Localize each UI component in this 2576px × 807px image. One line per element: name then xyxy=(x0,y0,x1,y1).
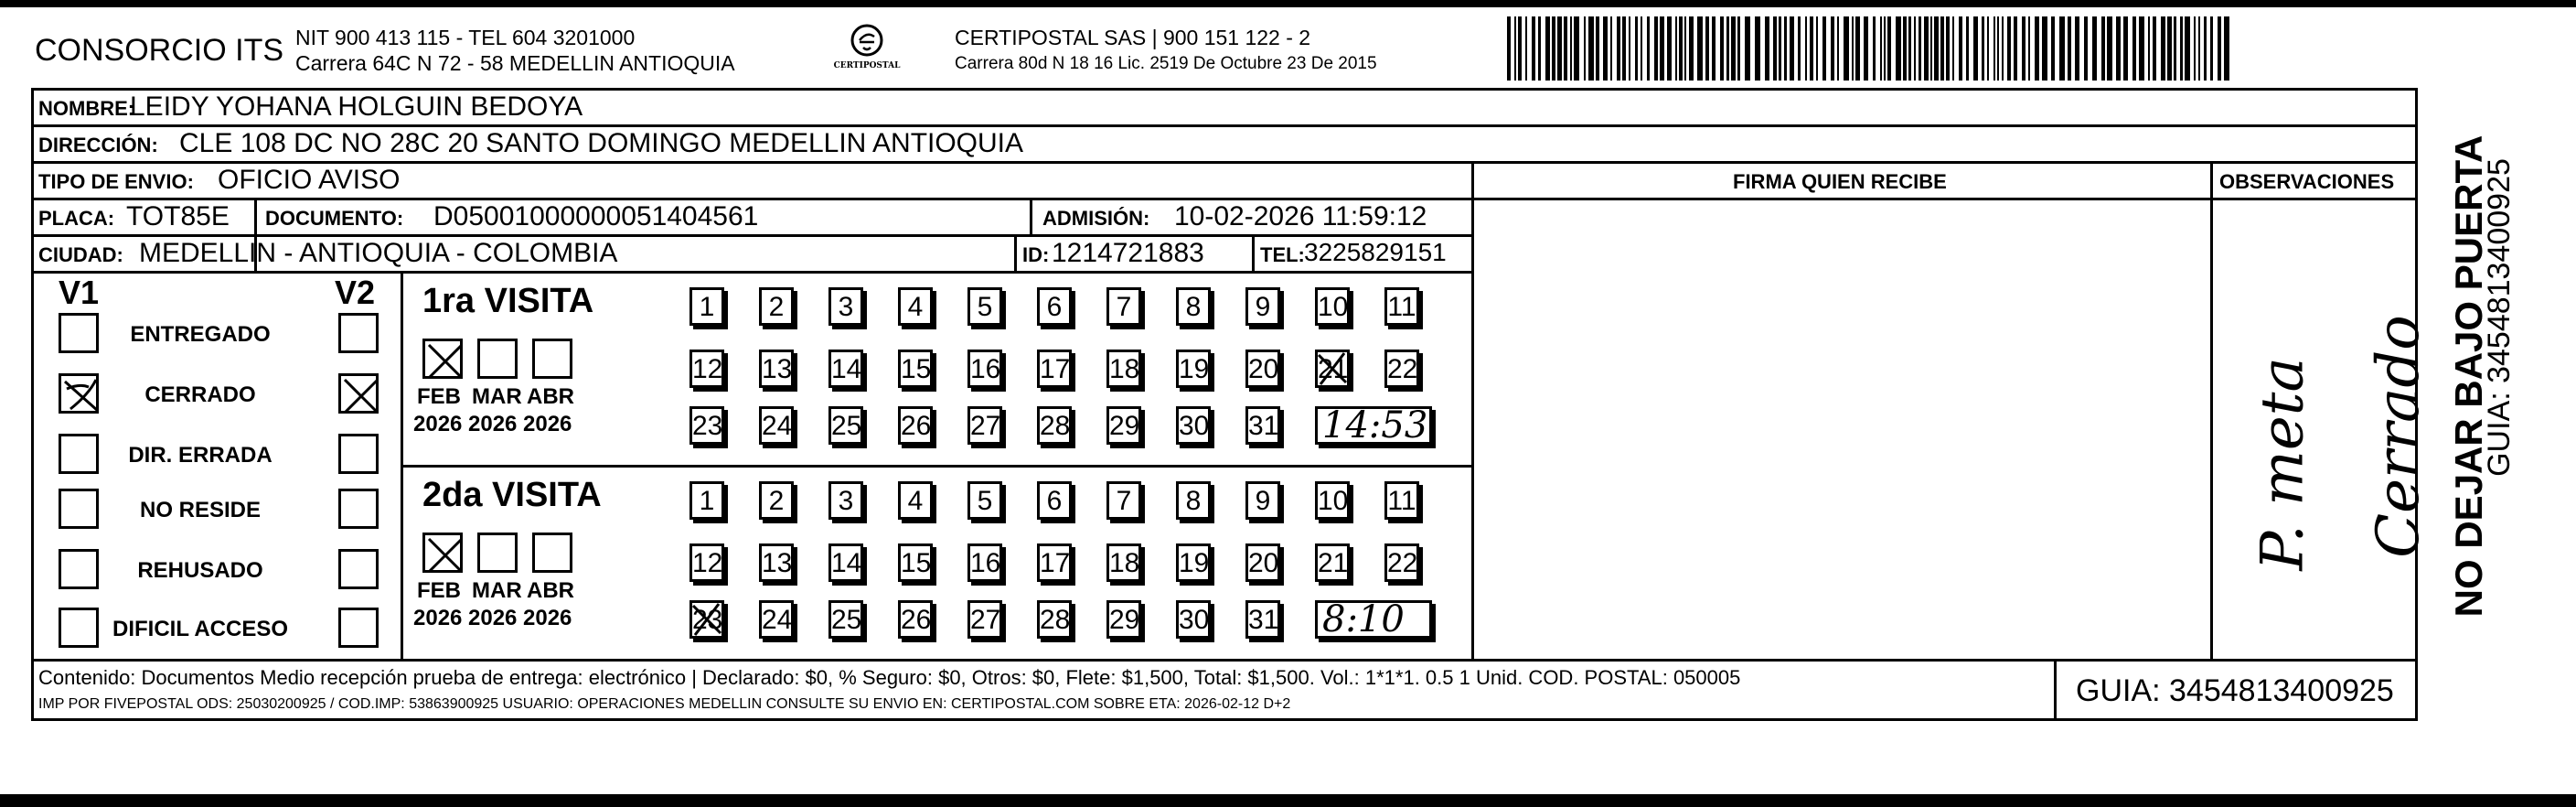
day-box[interactable]: 28 xyxy=(1037,600,1072,639)
day-box[interactable]: 27 xyxy=(967,406,1002,445)
barcode-bar xyxy=(1903,16,1907,81)
day-box[interactable]: 31 xyxy=(1245,600,1280,639)
placa-value: TOT85E xyxy=(126,201,230,231)
barcode-bar xyxy=(2002,16,2004,81)
barcode-bar xyxy=(1720,16,1724,81)
day-box[interactable]: 31 xyxy=(1245,406,1280,445)
barcode-bar xyxy=(1617,16,1620,81)
month-checkbox[interactable] xyxy=(422,533,463,573)
barcode-bar xyxy=(1864,16,1868,81)
day-box[interactable]: 27 xyxy=(967,600,1002,639)
day-box[interactable]: 24 xyxy=(759,600,794,639)
day-box[interactable]: 3 xyxy=(828,287,863,326)
barcode-bar xyxy=(1588,16,1594,81)
barcode-bar xyxy=(2051,16,2055,81)
barcode-bar xyxy=(2022,16,2026,81)
barcode-bar xyxy=(1873,16,1876,81)
certipostal-logo xyxy=(833,24,901,77)
barcode-bar xyxy=(2194,16,2196,81)
day-box[interactable]: 8 xyxy=(1176,481,1211,520)
day-strike-mark xyxy=(689,600,724,639)
status-label: CERRADO xyxy=(144,382,256,407)
handwritten-note-1: Cerrado xyxy=(2364,315,2432,558)
visit-title: 1ra VISITA xyxy=(422,282,594,320)
direccion-label: DIRECCIÓN: xyxy=(38,134,158,156)
month-label: MAR xyxy=(472,578,522,603)
barcode-bar xyxy=(2180,16,2183,81)
barcode-bar xyxy=(2218,16,2221,81)
id-label: ID: xyxy=(1022,243,1050,266)
month-checkbox[interactable] xyxy=(477,533,518,573)
month-label: FEB xyxy=(417,384,461,409)
day-box[interactable]: 17 xyxy=(1037,350,1072,388)
day-box[interactable]: 16 xyxy=(967,350,1002,388)
barcode-bar xyxy=(2101,16,2105,81)
firma-label: FIRMA QUIEN RECIBE xyxy=(1733,170,1947,193)
barcode-bar xyxy=(1914,16,1916,81)
placa-label: PLACA: xyxy=(38,207,115,230)
barcode-bar xyxy=(2116,16,2121,81)
barcode-bar xyxy=(1924,16,1929,81)
day-box[interactable]: 22 xyxy=(1384,543,1419,582)
barcode-bar xyxy=(1525,16,1527,81)
barcode-bar xyxy=(1596,16,1599,81)
barcode-bar xyxy=(2198,16,2200,81)
barcode-bar xyxy=(1959,16,1962,81)
day-box[interactable]: 17 xyxy=(1037,543,1072,582)
barcode-bar xyxy=(1675,16,1677,81)
day-box[interactable]: 29 xyxy=(1106,406,1141,445)
barcode-bar xyxy=(1552,16,1555,81)
day-box[interactable]: 20 xyxy=(1245,543,1280,582)
barcode-bar xyxy=(1507,16,1511,81)
footer-imp: IMP POR FIVEPOSTAL ODS: 25030200925 / COD.IMP: 53863900925 USUARIO: OPERACIONES MEDELLIN CONSULTE SU ENVIO EN: CERTIPOSTAL.COM SOBRE ETA: 2026-02-12 D+2 xyxy=(38,696,1291,712)
day-box[interactable]: 20 xyxy=(1245,350,1280,388)
bottom-border xyxy=(0,794,2576,807)
v1-label: V1 xyxy=(59,274,100,311)
barcode-bar xyxy=(1745,16,1750,81)
day-box[interactable]: 2 xyxy=(759,287,794,326)
year-label: 2026 xyxy=(413,606,463,630)
day-box[interactable]: 5 xyxy=(967,481,1002,520)
barcode-bar xyxy=(2014,16,2017,81)
barcode-bar xyxy=(1765,16,1769,81)
day-box[interactable]: 12 xyxy=(689,350,724,388)
day-box[interactable]: 10 xyxy=(1315,287,1350,326)
barcode-bar xyxy=(2123,16,2128,81)
day-box[interactable]: 16 xyxy=(967,543,1002,582)
barcode-bar xyxy=(1816,16,1818,81)
barcode-bar xyxy=(1755,16,1760,81)
ciudad-label: CIUDAD: xyxy=(38,243,123,266)
barcode-bar xyxy=(1557,16,1562,81)
day-box[interactable]: 7 xyxy=(1106,287,1141,326)
barcode-bar xyxy=(2007,16,2011,81)
no-dejar-bajo-puerta: NO DEJAR BAJO PUERTA xyxy=(2447,134,2490,618)
courier-line-2: Carrera 80d N 18 16 Lic. 2519 De Octubre 23 De 2015 xyxy=(955,54,1377,73)
barcode-bar xyxy=(1908,16,1911,81)
barcode-bar xyxy=(1810,16,1813,81)
barcode-bar xyxy=(1514,16,1516,81)
barcode xyxy=(1507,16,2239,81)
barcode-bar xyxy=(1564,16,1567,81)
barcode-bar xyxy=(2174,16,2176,81)
month-label: MAR xyxy=(472,384,522,409)
barcode-bar xyxy=(1712,16,1716,81)
barcode-bar xyxy=(1647,16,1650,81)
barcode-bar xyxy=(1667,16,1672,81)
barcode-bar xyxy=(1993,16,1995,81)
barcode-bar xyxy=(1574,16,1579,81)
barcode-bar xyxy=(1660,16,1664,81)
barcode-bar xyxy=(1940,16,1944,81)
barcode-bar xyxy=(1779,16,1781,81)
day-box[interactable]: 25 xyxy=(828,600,863,639)
direccion-value: CLE 108 DC NO 28C 20 SANTO DOMINGO MEDELLIN ANTIOQUIA xyxy=(179,128,1024,158)
year-label: 2026 xyxy=(523,606,572,630)
barcode-bar xyxy=(1822,16,1826,81)
company-name: CONSORCIO ITS xyxy=(35,33,284,68)
company-line-2: Carrera 64C N 72 - 58 MEDELLIN ANTIOQUIA xyxy=(295,51,735,75)
barcode-bar xyxy=(1570,16,1572,81)
handwritten-time: 14:53 xyxy=(1322,404,1428,447)
day-box[interactable]: 26 xyxy=(898,406,933,445)
barcode-bar xyxy=(1844,16,1849,81)
barcode-bar xyxy=(1635,16,1638,81)
barcode-bar xyxy=(1852,16,1854,81)
barcode-bar xyxy=(2107,16,2112,81)
admision-label: ADMISIÓN: xyxy=(1042,207,1150,230)
barcode-bar xyxy=(1538,16,1541,81)
day-box[interactable]: 13 xyxy=(759,350,794,388)
id-value: 1214721883 xyxy=(1052,238,1204,268)
barcode-bar xyxy=(1697,16,1703,81)
day-box[interactable]: 18 xyxy=(1106,350,1141,388)
guia-side: GUIA: 3454813400925 xyxy=(2482,158,2517,477)
barcode-bar xyxy=(1880,16,1882,81)
barcode-bar xyxy=(1831,16,1834,81)
barcode-bar xyxy=(1737,16,1740,81)
barcode-bar xyxy=(1610,16,1612,81)
barcode-bar xyxy=(1884,16,1886,81)
v2-label: V2 xyxy=(335,274,376,311)
day-box[interactable]: 10 xyxy=(1315,481,1350,520)
day-box[interactable]: 15 xyxy=(898,350,933,388)
observaciones-label: OBSERVACIONES xyxy=(2219,170,2395,193)
barcode-bar xyxy=(1726,16,1729,81)
status-label: ENTREGADO xyxy=(130,322,271,347)
barcode-bar xyxy=(1790,16,1794,81)
barcode-bar xyxy=(1855,16,1860,81)
barcode-bar xyxy=(1973,16,1978,81)
day-box[interactable]: 3 xyxy=(828,481,863,520)
year-label: 2026 xyxy=(468,412,518,436)
barcode-bar xyxy=(2059,16,2065,81)
certipostal-logo-text: CERTIPOSTAL xyxy=(833,61,901,70)
company-line-1: NIT 900 413 115 - TEL 604 3201000 xyxy=(295,26,636,49)
barcode-bar xyxy=(1952,16,1954,81)
barcode-bar xyxy=(1603,16,1608,81)
barcode-bar xyxy=(2075,16,2079,81)
day-box[interactable]: 6 xyxy=(1037,287,1072,326)
barcode-bar xyxy=(2153,16,2156,81)
barcode-bar xyxy=(1966,16,1969,81)
month-checkbox[interactable] xyxy=(532,533,572,573)
barcode-bar xyxy=(1896,16,1901,81)
handwritten-time: 8:10 xyxy=(1322,598,1405,640)
barcode-bar xyxy=(2042,16,2047,81)
month-label: ABR xyxy=(527,578,574,603)
barcode-bar xyxy=(1982,16,1984,81)
barcode-bar xyxy=(2185,16,2190,81)
nombre-value: LEIDY YOHANA HOLGUIN BEDOYA xyxy=(130,91,583,122)
barcode-bar xyxy=(2035,16,2039,81)
month-checkbox[interactable] xyxy=(532,339,572,379)
barcode-bar xyxy=(1705,16,1709,81)
day-box[interactable]: 21 xyxy=(1315,543,1350,582)
status-label: DIR. ERRADA xyxy=(128,443,273,468)
barcode-bar xyxy=(1641,16,1642,81)
visit-title: 2da VISITA xyxy=(422,476,602,514)
day-box[interactable]: 19 xyxy=(1176,543,1211,582)
day-box[interactable]: 30 xyxy=(1176,406,1211,445)
barcode-bar xyxy=(1684,16,1686,81)
barcode-bar xyxy=(1584,16,1586,81)
barcode-bar xyxy=(1934,16,1939,81)
day-box[interactable]: 9 xyxy=(1245,481,1280,520)
footer-guia: GUIA: 3454813400925 xyxy=(2076,673,2394,708)
status-label: NO RESIDE xyxy=(139,498,262,522)
barcode-bar xyxy=(1798,16,1801,81)
day-box[interactable]: 18 xyxy=(1106,543,1141,582)
day-box[interactable]: 1 xyxy=(689,287,724,326)
barcode-bar xyxy=(1987,16,1989,81)
day-box[interactable]: 14 xyxy=(828,350,863,388)
day-box[interactable]: 22 xyxy=(1384,350,1419,388)
day-box[interactable]: 6 xyxy=(1037,481,1072,520)
tipo-envio-label: TIPO DE ENVIO: xyxy=(38,170,194,193)
day-box[interactable]: 1 xyxy=(689,481,724,520)
observaciones-handwriting xyxy=(2213,274,2432,650)
barcode-bar xyxy=(1946,16,1950,81)
barcode-bar xyxy=(1887,16,1891,81)
day-box[interactable]: 2 xyxy=(759,481,794,520)
month-checkbox[interactable] xyxy=(477,339,518,379)
courier-line-1: CERTIPOSTAL SAS | 900 151 122 - 2 xyxy=(955,26,1311,49)
barcode-bar xyxy=(2161,16,2165,81)
barcode-bar xyxy=(1784,16,1787,81)
day-box[interactable]: 11 xyxy=(1384,287,1419,326)
barcode-bar xyxy=(1773,16,1777,81)
day-box[interactable]: 9 xyxy=(1245,287,1280,326)
day-box[interactable]: 8 xyxy=(1176,287,1211,326)
status-label: REHUSADO xyxy=(137,558,263,583)
tel-label: TEL: xyxy=(1260,243,1305,266)
day-box[interactable]: 12 xyxy=(689,543,724,582)
barcode-bar xyxy=(2092,16,2097,81)
top-border xyxy=(0,0,2576,7)
tipo-envio-value: OFICIO AVISO xyxy=(218,165,401,195)
admision-value: 10-02-2026 11:59:12 xyxy=(1174,201,1427,231)
barcode-bar xyxy=(1919,16,1921,81)
barcode-bar xyxy=(1930,16,1932,81)
barcode-bar xyxy=(1679,16,1683,81)
barcode-bar xyxy=(2148,16,2150,81)
day-box[interactable]: 19 xyxy=(1176,350,1211,388)
barcode-bar xyxy=(2139,16,2144,81)
day-strike-mark xyxy=(1315,350,1350,388)
month-label: FEB xyxy=(417,578,461,603)
barcode-bar xyxy=(2204,16,2207,81)
year-label: 2026 xyxy=(468,606,518,630)
status-label: DIFICIL ACCESO xyxy=(112,617,288,641)
barcode-bar xyxy=(2167,16,2172,81)
barcode-bar xyxy=(2132,16,2136,81)
barcode-bar xyxy=(1518,16,1522,81)
day-box[interactable]: 29 xyxy=(1106,600,1141,639)
barcode-bar xyxy=(1654,16,1658,81)
day-box[interactable]: 15 xyxy=(898,543,933,582)
barcode-bar xyxy=(1997,16,1999,81)
day-box[interactable]: 24 xyxy=(759,406,794,445)
barcode-bar xyxy=(2028,16,2030,81)
barcode-bar xyxy=(2068,16,2071,81)
day-box[interactable]: 11 xyxy=(1384,481,1419,520)
day-box[interactable]: 30 xyxy=(1176,600,1211,639)
day-box[interactable]: 26 xyxy=(898,600,933,639)
day-box[interactable]: 4 xyxy=(898,287,933,326)
day-box[interactable]: 23 xyxy=(689,406,724,445)
year-label: 2026 xyxy=(523,412,572,436)
barcode-bar xyxy=(1532,16,1535,81)
barcode-bar xyxy=(1689,16,1694,81)
day-box[interactable]: 5 xyxy=(967,287,1002,326)
month-label: ABR xyxy=(527,384,574,409)
documento-value: D05001000000051404561 xyxy=(433,201,759,231)
month-checkbox[interactable] xyxy=(422,339,463,379)
barcode-bar xyxy=(1837,16,1839,81)
barcode-bar xyxy=(2224,16,2229,81)
documento-label: DOCUMENTO: xyxy=(265,207,404,230)
day-box[interactable]: 4 xyxy=(898,481,933,520)
barcode-bar xyxy=(2084,16,2088,81)
barcode-bar xyxy=(1629,16,1630,81)
year-label: 2026 xyxy=(413,412,463,436)
ciudad-value: MEDELLIN - ANTIOQUIA - COLOMBIA xyxy=(139,238,618,268)
day-box[interactable]: 7 xyxy=(1106,481,1141,520)
day-box[interactable]: 21 xyxy=(1315,350,1350,388)
barcode-bar xyxy=(2210,16,2213,81)
footer-contenido: Contenido: Documentos Medio recepción prueba de entrega: electrónico | Declarado: $0, % Seguro: $0, Otros: $0, Flete: $1,500, Total: $1,500. Vol.: 1*1*1. 0.5 1 Unid. COD. POSTAL: 050005 xyxy=(38,666,1741,689)
barcode-bar xyxy=(1805,16,1807,81)
day-box[interactable]: 14 xyxy=(828,543,863,582)
barcode-bar xyxy=(1731,16,1736,81)
handwritten-note-2: P. meta xyxy=(2249,357,2317,571)
day-box[interactable]: 23 xyxy=(689,600,724,639)
day-box[interactable]: 13 xyxy=(759,543,794,582)
nombre-label: NOMBRE: xyxy=(38,97,135,120)
barcode-bar xyxy=(1545,16,1550,81)
barcode-bar xyxy=(1622,16,1626,81)
day-box[interactable]: 28 xyxy=(1037,406,1072,445)
tel-value: 3225829151 xyxy=(1304,238,1447,266)
day-box[interactable]: 25 xyxy=(828,406,863,445)
